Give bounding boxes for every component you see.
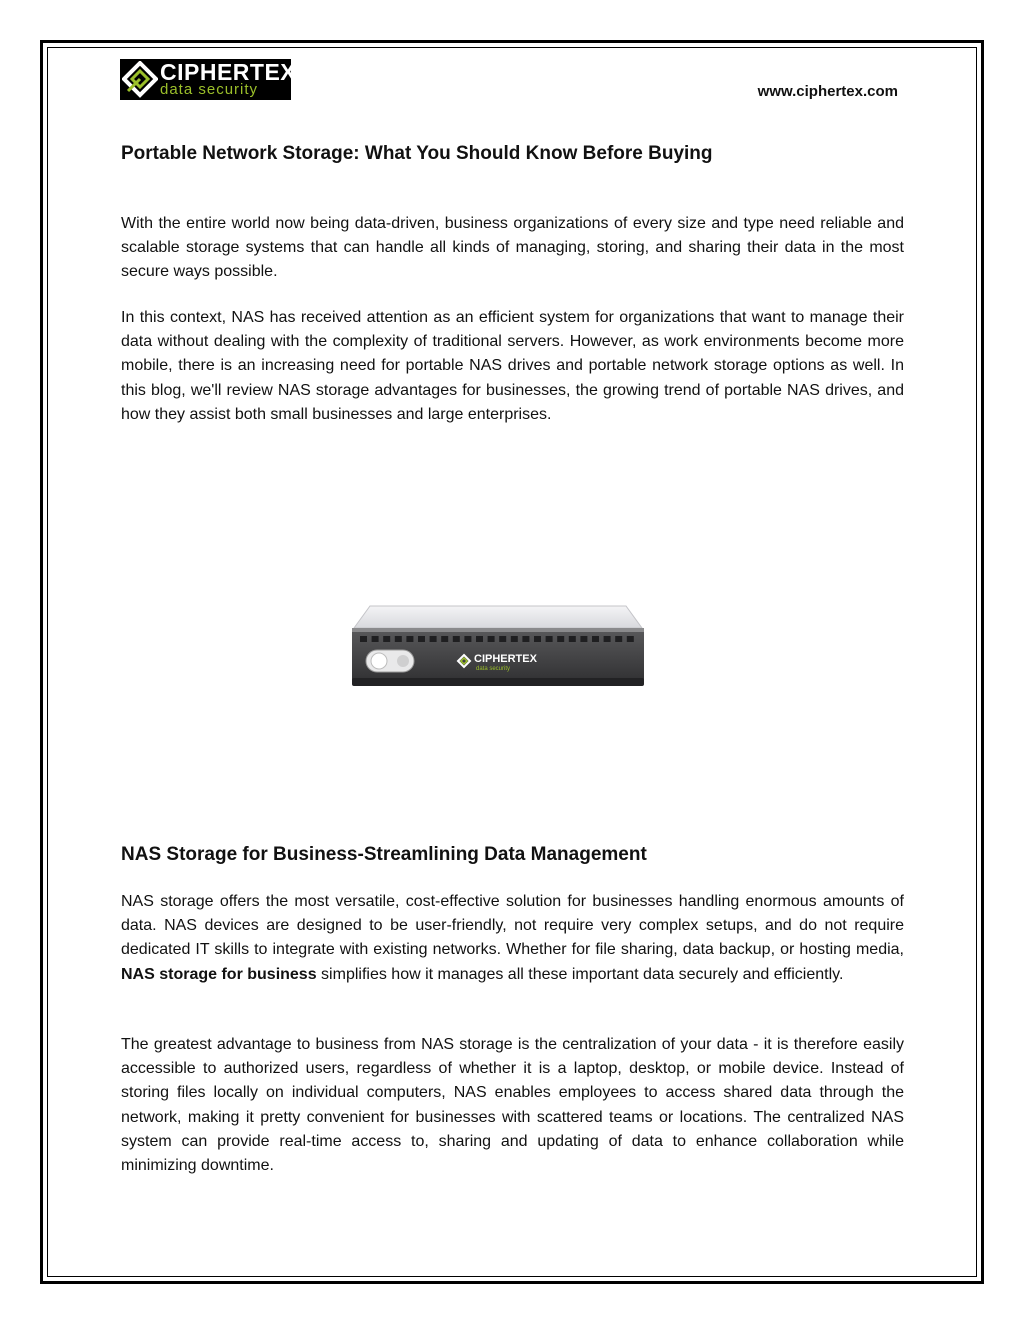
section-paragraph-1: NAS storage offers the most versatile, cost-effective solution for businesses handling enormous amounts of data. NAS devices are designed to be user-friendly, not require very complex setups, and do not require dedicated IT skills to integrate with existing networks. Whether for file sharing, data backup, or hosting media, NAS storage for business simplifies how it manages all these important data securely and efficiently.	[121, 893, 904, 983]
drive-bay-slot	[522, 636, 529, 642]
drive-bay-slot	[580, 636, 587, 642]
intro-paragraph-1: With the entire world now being data-driven, business organizations of every size and type need reliable and scalable storage systems that can handle all kinds of managing, storing, and sharing their data in the most secure ways possible.	[121, 215, 904, 281]
drive-bay-slot	[476, 636, 483, 642]
drive-bay-slot	[557, 636, 564, 642]
drive-bay-slot	[569, 636, 576, 642]
drive-bay-slot	[372, 636, 379, 642]
drive-bay-slot	[430, 636, 437, 642]
drive-bay-slot	[499, 636, 506, 642]
drive-bay-slot	[418, 636, 425, 642]
drive-bay-slot	[464, 636, 471, 642]
drive-bay-slot	[615, 636, 622, 642]
website-url[interactable]: www.ciphertex.com	[757, 83, 898, 100]
drive-bay-slot	[534, 636, 541, 642]
logo-tagline: data security	[160, 81, 259, 98]
device-brand-label: CIPHERTEX	[474, 653, 537, 665]
drive-bay-slot	[511, 636, 518, 642]
bold-keyword: NAS storage for business	[121, 965, 317, 983]
intro-paragraph-2: In this context, NAS has received attention as an efficient system for organizations that want to manage their data without dealing with the complexity of traditional servers. However, as work environments become more mobile, there is an increasing need for portable NAS drives and portable network storage options as well. In this blog, we'll review NAS storage advantages for businesses, the growing trend of portable NAS drives, and how they assist both small businesses and large enterprises.	[121, 309, 904, 423]
logo-diamond-icon	[122, 61, 158, 98]
drive-bay-slot	[395, 636, 402, 642]
drive-bay-slot	[627, 636, 634, 642]
drive-bay-slot	[604, 636, 611, 642]
drive-bay-slot	[383, 636, 390, 642]
logo-brand-text: CIPHERTEX®	[160, 59, 305, 85]
drive-bay-slot	[488, 636, 495, 642]
section-heading: NAS Storage for Business-Streamlining Data Management	[121, 844, 647, 865]
drive-bay-slot	[406, 636, 413, 642]
section-paragraph-2: The greatest advantage to business from NAS storage is the centralization of your data - it is therefore easily accessible to authorized users, regardless of whether it is a laptop, desktop, or mobile device. Instead of storing files locally on individual computers, NAS enables employees to access shared data through the network, making it pretty convenient for businesses with scattered teams or locations. The centralized NAS system can provide real-time access to, sharing and updating of data to enhance collaboration while minimizing downtime.	[121, 1036, 904, 1175]
drive-bay-slot	[453, 636, 460, 642]
nas-device-image	[348, 598, 648, 690]
drive-bay-slot	[546, 636, 553, 642]
drive-bay-slot	[592, 636, 599, 642]
drive-bay-slot	[360, 636, 367, 642]
ciphertex-logo	[120, 59, 305, 100]
device-tagline-label: data security	[476, 666, 511, 672]
drive-bay-slot	[441, 636, 448, 642]
page-title: Portable Network Storage: What You Should Know Before Buying	[121, 143, 713, 164]
